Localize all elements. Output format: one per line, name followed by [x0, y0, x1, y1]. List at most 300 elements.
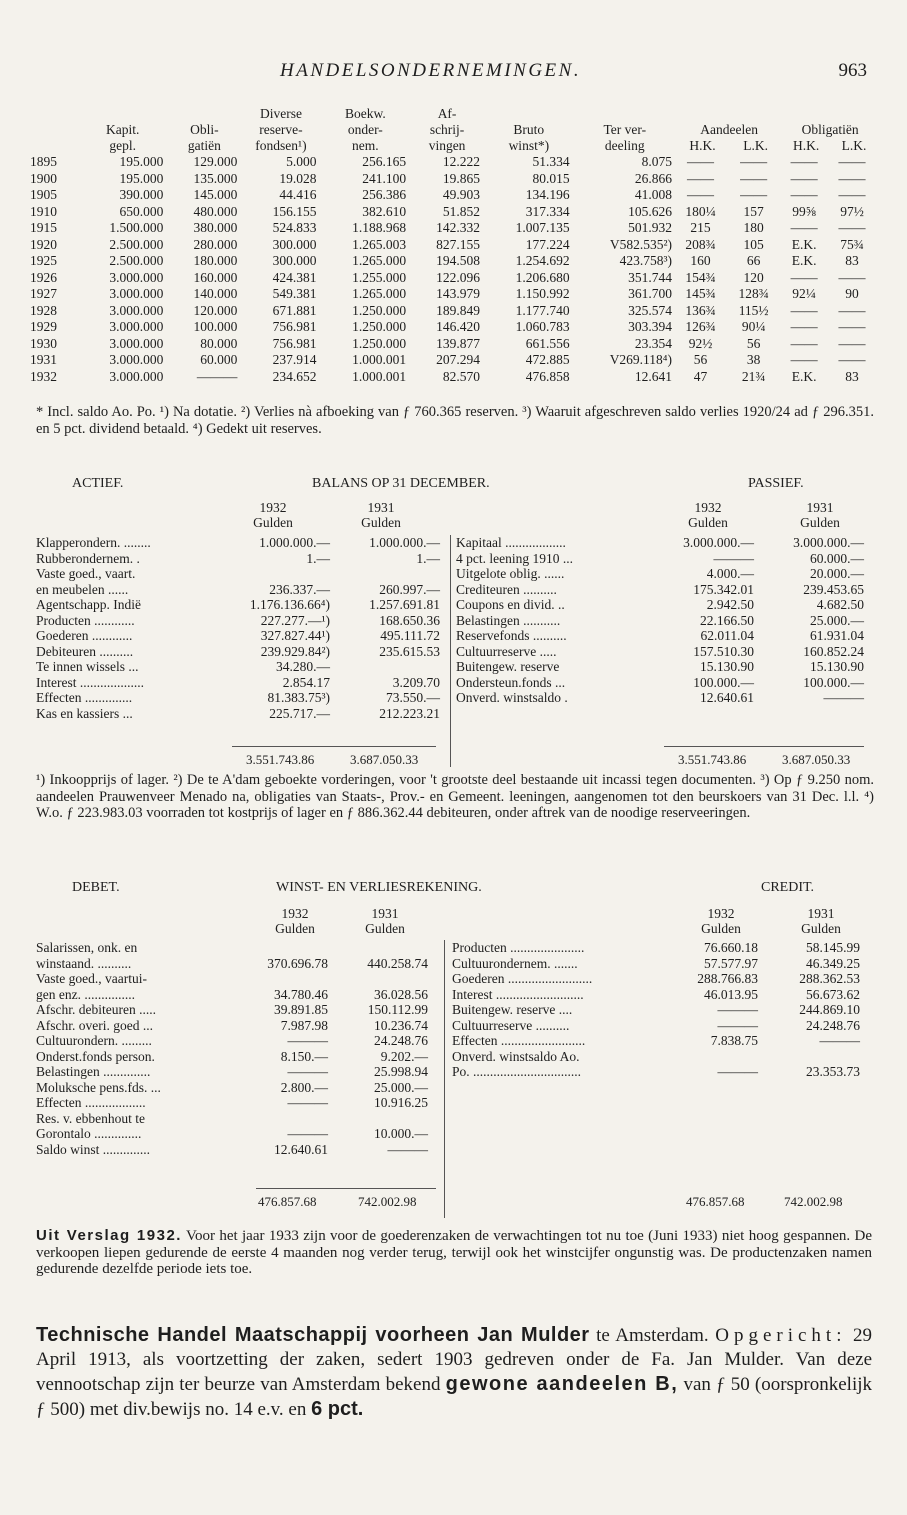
passief-value-1932: 100.000.— — [693, 674, 754, 690]
stats-cell: 82.570 — [442, 368, 481, 384]
stats-cell: 180 — [743, 220, 764, 235]
passief-value-1931: 160.852.24 — [803, 643, 864, 659]
stats-cell: 234.652 — [272, 368, 317, 384]
stats-cell: E.K. — [791, 253, 817, 268]
stats-cell: —— — [838, 352, 866, 367]
actief-label: Debiteuren .......... — [36, 643, 134, 659]
actief-row — [36, 613, 444, 629]
stats-year-cell: 1925 — [30, 253, 57, 268]
stats-header-cell: Ter ver- — [603, 122, 647, 137]
stats-cell: 1.265.000 — [352, 286, 407, 301]
debet-row — [36, 1126, 438, 1142]
passief-title: PASSIEF. — [748, 476, 804, 491]
passief-value-1932: 4.000.— — [706, 566, 754, 581]
actief-label: Klapperondern. ........ — [36, 535, 151, 550]
stats-cell: 241.100 — [362, 170, 407, 186]
debet-value-1932: 370.696.78 — [267, 955, 328, 971]
stats-header-cell — [30, 106, 78, 122]
verslag-paragraph — [36, 1228, 872, 1278]
passief-value-1931: 239.453.65 — [803, 581, 864, 597]
passief-year2-header: 1931 Gulden — [800, 500, 840, 530]
stats-cell: 38 — [746, 352, 761, 367]
stats-header-cell: gatiën — [187, 138, 221, 153]
stats-header-cell — [167, 106, 241, 122]
actief-value-1932: 327.827.44¹) — [260, 628, 330, 643]
stats-cell: 21¾ — [741, 368, 766, 384]
actief-value-1931: 1.257.691.81 — [369, 597, 440, 612]
stats-cell: 146.420 — [436, 319, 481, 334]
actief-row — [36, 644, 444, 660]
actief-value-1932: 1.000.000.— — [259, 535, 330, 550]
actief-value-1931: 73.550.— — [386, 690, 440, 705]
credit-value-1931: ——— — [819, 1033, 860, 1048]
debet-label: Afschr. overi. goed ... — [36, 1017, 153, 1033]
stats-cell: 47 — [693, 368, 708, 384]
actief-title: ACTIEF. — [72, 476, 124, 491]
actief-value-1932: 236.337.— — [269, 581, 330, 597]
debet-value-1932: ——— — [287, 1033, 328, 1048]
credit-row — [452, 956, 864, 972]
stats-header-row — [30, 138, 878, 154]
stats-cell: 390.000 — [119, 187, 164, 202]
passief-value-1931: 20.000.— — [810, 566, 864, 581]
debet-value-1931: 10.000.— — [374, 1126, 428, 1141]
stats-cell: 195.000 — [119, 170, 164, 186]
running-title: HANDELSONDERNEMINGEN. — [280, 60, 582, 81]
stats-cell: —— — [838, 187, 866, 202]
debet-value-1931: 36.028.56 — [374, 986, 428, 1002]
page-header — [0, 60, 907, 88]
passief-value-1932: ——— — [713, 550, 754, 566]
stats-cell: 105 — [743, 236, 764, 252]
stats-header-cell — [782, 106, 830, 122]
stats-cell: 80.000 — [200, 335, 238, 351]
actief-label: Agentschapp. Indië — [36, 597, 141, 612]
stats-header-cell: onder- — [347, 122, 383, 137]
actief-label: Vaste goed., vaart. — [36, 566, 136, 581]
stats-cell: 142.332 — [436, 220, 481, 235]
stats-cell: 90 — [845, 286, 859, 301]
passief-row — [456, 566, 868, 582]
stats-cell: 756.981 — [272, 319, 317, 334]
stats-cell: 12.641 — [634, 368, 673, 384]
stats-cell: 472.885 — [525, 352, 570, 367]
stats-cell: 1.177.740 — [515, 302, 570, 318]
credit-label: Goederen ......................... — [452, 971, 593, 986]
stats-cell: 827.155 — [436, 236, 481, 252]
stats-cell: —— — [740, 170, 768, 186]
credit-value-1931: 23.353.73 — [806, 1064, 860, 1079]
actief-row — [36, 706, 444, 722]
debet-value-1932: 2.800.— — [280, 1079, 328, 1095]
actief-row — [36, 582, 444, 598]
stats-cell: 19.865 — [442, 170, 481, 186]
passief-value-1932: 2.942.50 — [706, 597, 754, 612]
stats-cell: 83 — [845, 253, 859, 268]
credit-value-1931: 288.362.53 — [799, 971, 860, 986]
stats-cell: 1.150.992 — [515, 286, 570, 301]
actief-row — [36, 597, 444, 613]
stats-cell: 41.008 — [634, 187, 673, 202]
passief-value-1931: 100.000.— — [803, 674, 864, 690]
stats-cell: 154¾ — [685, 269, 716, 285]
stats-cell: 140.000 — [193, 286, 238, 301]
verslag-lead: Uit Verslag 1932. — [36, 1227, 182, 1244]
stats-cell: 756.981 — [272, 335, 317, 351]
stats-cell: 115½ — [738, 302, 769, 318]
actief-row — [36, 659, 444, 675]
stats-cell: 44.416 — [279, 187, 317, 202]
debet-row — [36, 1064, 438, 1080]
stats-cell: 157 — [743, 203, 764, 219]
stats-cell: —— — [838, 154, 866, 169]
credit-title: CREDIT. — [761, 880, 815, 895]
stats-header-cell — [30, 122, 78, 138]
debet-value-1932: 34.780.46 — [274, 986, 328, 1002]
actief-year1-header: 1932 Gulden — [253, 500, 293, 530]
shares-label: gewone aandeelen B, — [445, 1373, 679, 1395]
dividend-pct: 6 pct. — [311, 1398, 364, 1420]
stats-cell: 650.000 — [119, 203, 164, 219]
stats-cell: —— — [687, 170, 715, 186]
stats-cell: —— — [790, 220, 818, 235]
debet-label: Onderst.fonds person. — [36, 1048, 155, 1064]
stats-cell: 380.000 — [193, 220, 238, 235]
actief-row — [36, 628, 444, 644]
stats-row — [30, 286, 878, 303]
stats-cell: 5.000 — [286, 154, 317, 169]
stats-cell: 1.265.003 — [352, 236, 407, 252]
passief-label: Crediteuren .......... — [456, 581, 557, 597]
balans-divider — [450, 535, 451, 767]
stats-row — [30, 187, 878, 204]
stats-cell: —— — [790, 319, 818, 334]
passief-label: Kapitaal .................. — [456, 535, 566, 550]
stats-header-cell: Obligatiën — [801, 122, 859, 137]
actief-value-1932: 2.854.17 — [282, 674, 330, 690]
stats-cell: E.K. — [791, 236, 817, 252]
stats-cell: 1.007.135 — [515, 220, 570, 235]
debet-label: gen enz. ............... — [36, 986, 135, 1002]
stats-cell: 300.000 — [272, 236, 317, 252]
debet-total-1931: 742.002.98 — [358, 1194, 417, 1209]
stats-cell: 100.000 — [193, 319, 238, 334]
stats-year-cell: 1931 — [30, 352, 57, 367]
debet-label: Cultuurondern. ......... — [36, 1033, 152, 1048]
debet-value-1931: 25.000.— — [374, 1079, 428, 1095]
actief-total-1931: 3.687.050.33 — [350, 752, 419, 767]
actief-label: Te innen wissels ... — [36, 659, 139, 674]
stats-cell: E.K. — [791, 368, 817, 384]
actief-row — [36, 551, 444, 567]
stats-cell: 145.000 — [193, 187, 238, 202]
stats-cell: 189.849 — [436, 302, 481, 318]
stats-cell: 75¾ — [840, 236, 864, 252]
credit-value-1931: 24.248.76 — [806, 1017, 860, 1033]
passief-value-1932: 3.000.000.— — [683, 535, 754, 550]
stats-cell: 177.224 — [525, 236, 570, 252]
passief-row — [456, 551, 868, 567]
stats-cell: 120 — [743, 269, 764, 285]
passief-value-1931: ——— — [823, 690, 864, 705]
passief-label: 4 pct. leening 1910 ... — [456, 550, 573, 566]
stats-year-cell: 1905 — [30, 187, 57, 202]
stats-cell: 424.381 — [272, 269, 317, 285]
passief-row — [456, 582, 868, 598]
stats-cell: 1.000.001 — [352, 352, 407, 367]
debet-value-1932: ——— — [287, 1064, 328, 1079]
debet-row — [36, 1095, 438, 1111]
stats-cell: 256.386 — [362, 187, 407, 202]
actief-value-1931: 1.— — [416, 550, 440, 566]
credit-list — [452, 940, 864, 1080]
opgericht-label: Opgericht: — [715, 1325, 847, 1346]
stats-cell: 180¼ — [685, 203, 716, 219]
stats-header-cell — [676, 106, 729, 122]
credit-label: Producten ...................... — [452, 940, 585, 955]
stats-cell: 361.700 — [628, 286, 673, 301]
stats-header-cell: Boekw. — [344, 106, 386, 121]
stats-row — [30, 171, 878, 188]
stats-cell: —— — [740, 154, 768, 169]
stats-cell: V582.535²) — [609, 236, 673, 252]
stats-cell: 160.000 — [193, 269, 238, 285]
debet-total-rule — [256, 1188, 436, 1189]
stats-header-cell — [30, 138, 78, 154]
stats-cell: 49.903 — [442, 187, 481, 202]
debet-label: Afschr. debiteuren ..... — [36, 1002, 156, 1017]
debet-label: Saldo winst .............. — [36, 1141, 151, 1157]
passief-value-1932: 12.640.61 — [700, 690, 754, 705]
actief-value-1932: 227.277.—¹) — [260, 612, 330, 628]
stats-header-cell: Diverse — [259, 106, 302, 121]
debet-row — [36, 1080, 438, 1096]
credit-row — [452, 987, 864, 1003]
stats-cell: 129.000 — [193, 154, 238, 169]
stats-cell: 128¾ — [738, 286, 769, 301]
stats-cell: 207.294 — [436, 352, 481, 367]
debet-row — [36, 956, 438, 972]
stats-year-cell: 1900 — [30, 170, 57, 186]
stats-row — [30, 369, 878, 386]
passief-row — [456, 644, 868, 660]
stats-header-cell: fondsen¹) — [255, 138, 307, 153]
passief-label: Coupons en divid. .. — [456, 597, 565, 612]
stats-cell: —— — [740, 187, 768, 202]
stats-cell: 3.000.000 — [109, 335, 164, 351]
stats-cell: 215 — [690, 220, 711, 235]
stats-header-cell: winst*) — [508, 138, 550, 153]
stats-cell: 1.250.000 — [352, 335, 407, 351]
credit-label: Po. ................................ — [452, 1064, 582, 1079]
stats-cell: 134.196 — [525, 187, 570, 202]
stats-cell: 3.000.000 — [109, 269, 164, 285]
debet-label: winstaand. .......... — [36, 955, 132, 971]
stats-cell: 12.222 — [442, 154, 481, 169]
stats-row — [30, 237, 878, 254]
credit-row — [452, 1033, 864, 1049]
credit-total-1931: 742.002.98 — [784, 1194, 843, 1209]
credit-row — [452, 971, 864, 987]
debet-row — [36, 1142, 438, 1158]
actief-label: Kas en kassiers ... — [36, 705, 133, 721]
credit-value-1931: 46.349.25 — [806, 955, 860, 971]
actief-total-rule — [232, 746, 436, 747]
stats-cell: 51.334 — [532, 154, 570, 169]
stats-cell: 145¾ — [685, 286, 716, 301]
stats-cell: 26.866 — [634, 170, 673, 186]
stats-cell: 19.028 — [279, 170, 317, 186]
credit-value-1932: 288.766.83 — [697, 971, 758, 986]
stats-cell: 51.852 — [442, 203, 481, 219]
debet-label: Gorontalo .............. — [36, 1126, 142, 1141]
stats-cell: 3.000.000 — [109, 286, 164, 301]
debet-row — [36, 1111, 438, 1127]
stats-header-cell: Kapit. — [105, 122, 140, 137]
debet-value-1932: ——— — [287, 1126, 328, 1141]
debet-label: Effecten .................. — [36, 1095, 146, 1110]
credit-label: Onverd. winstsaldo Ao. — [452, 1048, 580, 1064]
stats-header-cell — [574, 106, 676, 122]
balans-footnote: ¹) Inkoopprijs of lager. ²) De te A'dam geboekte vorderingen, voor 't grootste deel bestaande uit incassi tegen documenten. ³) Op ƒ 9.250 nom. aandeelen Prauwenveer Menado na, obligaties van Staats-, Prov.- en Gemeent. leeningen, aangenomen tot den beurskoers van 31 Dec. l.l. ⁴) W.o. ƒ 223.983.03 voorraden tot kostprijs of lager en ƒ 886.362.44 debiteuren, onder aftrek van de noodige reserveeringen. — [36, 772, 874, 821]
stats-header-cell: vingen — [428, 138, 466, 153]
passief-value-1931: 15.130.90 — [810, 659, 864, 674]
stats-cell: 300.000 — [272, 253, 317, 268]
winst-title: WINST- EN VERLIESREKENING. — [276, 880, 482, 895]
stats-cell: 661.556 — [525, 335, 570, 351]
stats-header-cell — [78, 106, 168, 122]
stats-cell: 1.250.000 — [352, 319, 407, 334]
passief-value-1932: 157.510.30 — [693, 643, 754, 659]
actief-year2-header: 1931 Gulden — [361, 500, 401, 530]
actief-value-1932: 1.176.136.66⁴) — [249, 597, 330, 612]
stats-cell: —— — [790, 335, 818, 351]
passief-label: Onverd. winstsaldo . — [456, 690, 568, 705]
stats-cell: 1.254.692 — [515, 253, 570, 268]
credit-label: Interest .......................... — [452, 986, 584, 1002]
debet-label: Salarissen, onk. en — [36, 940, 138, 955]
stats-cell: —— — [838, 335, 866, 351]
stats-header-cell: H.K. — [689, 138, 716, 153]
debet-list — [36, 940, 438, 1157]
stats-header-cell: H.K. — [792, 138, 820, 153]
debet-year2-header: 1931 Gulden — [365, 906, 405, 936]
stats-cell: 549.381 — [272, 286, 317, 301]
stats-year-cell: 1929 — [30, 319, 57, 334]
stats-cell: 476.858 — [525, 368, 570, 384]
passief-label: Belastingen ........... — [456, 612, 561, 628]
debet-total-1932: 476.857.68 — [258, 1194, 317, 1209]
winst-heading — [36, 880, 874, 900]
stats-header-cell: schrij- — [429, 122, 465, 137]
actief-value-1932: 81.383.75³) — [267, 690, 330, 705]
passief-list — [456, 535, 868, 706]
stats-row — [30, 204, 878, 221]
credit-year2-header: 1931 Gulden — [801, 906, 841, 936]
actief-label: Effecten .............. — [36, 690, 133, 705]
debet-value-1932: 39.891.85 — [274, 1002, 328, 1017]
stats-cell: 143.979 — [436, 286, 481, 301]
stats-cell: 135.000 — [193, 170, 238, 186]
stats-row — [30, 270, 878, 287]
passief-value-1931: 3.000.000.— — [793, 535, 864, 550]
stats-cell: 83 — [845, 368, 859, 384]
stats-cell: 2.500.000 — [109, 253, 164, 268]
stats-cell: —— — [790, 352, 818, 367]
stats-cell: —— — [790, 170, 818, 186]
stats-header-cell — [729, 106, 782, 122]
actief-value-1931: 260.997.— — [379, 581, 440, 597]
debet-value-1931: 10.236.74 — [374, 1017, 428, 1033]
actief-row — [36, 535, 444, 551]
stats-row — [30, 303, 878, 320]
debet-value-1932: ——— — [287, 1095, 328, 1110]
stats-cell: 325.574 — [628, 302, 673, 318]
stats-cell: 1.500.000 — [109, 220, 164, 235]
debet-value-1931: 150.112.99 — [367, 1002, 428, 1017]
stats-cell: 90¼ — [741, 319, 766, 334]
passief-value-1931: 4.682.50 — [816, 597, 864, 612]
debet-row — [36, 1002, 438, 1018]
stats-header-cell: L.K. — [743, 138, 768, 153]
stats-cell: 524.833 — [272, 220, 317, 235]
actief-label: en meubelen ...... — [36, 581, 129, 597]
stats-cell: 122.096 — [436, 269, 481, 285]
stats-cell: 480.000 — [193, 203, 238, 219]
credit-row — [452, 1002, 864, 1018]
stats-cell: 2.500.000 — [109, 236, 164, 252]
balans-title: BALANS OP 31 DECEMBER. — [312, 476, 490, 491]
stats-cell: 105.626 — [628, 203, 673, 219]
actief-total-1932: 3.551.743.86 — [246, 752, 315, 767]
credit-row — [452, 1018, 864, 1034]
passief-value-1931: 60.000.— — [810, 550, 864, 566]
stats-cell: —— — [838, 302, 866, 318]
actief-value-1932: 1.— — [306, 550, 330, 566]
actief-value-1931: 1.000.000.— — [369, 535, 440, 550]
stats-cell: 92¼ — [792, 286, 816, 301]
stats-cell: —— — [838, 170, 866, 186]
stats-header-cell: L.K. — [841, 138, 867, 153]
stats-cell: 180.000 — [193, 253, 238, 268]
stats-header-row — [30, 122, 878, 138]
passief-label: Cultuurreserve ..... — [456, 643, 557, 659]
debet-value-1931: 10.916.25 — [374, 1095, 428, 1110]
credit-total-1932: 476.857.68 — [686, 1194, 745, 1209]
stats-header-cell: reserve- — [259, 122, 303, 137]
actief-value-1932: 239.929.84²) — [260, 643, 330, 659]
stats-header-cell: deeling — [604, 138, 645, 153]
stats-row — [30, 154, 878, 171]
stats-year-cell: 1928 — [30, 302, 57, 318]
credit-value-1931: 58.145.99 — [806, 940, 860, 955]
debet-label: Moluksche pens.fds. ... — [36, 1079, 161, 1095]
actief-label: Goederen ............ — [36, 628, 133, 643]
stats-cell: 237.914 — [272, 352, 317, 367]
debet-title: DEBET. — [72, 880, 120, 895]
credit-value-1931: 56.673.62 — [806, 986, 860, 1002]
stats-cell: 501.932 — [628, 220, 673, 235]
stats-cell: —— — [838, 319, 866, 334]
passief-value-1931: 25.000.— — [810, 612, 864, 628]
stats-header-cell: Obli- — [190, 122, 219, 137]
debet-row — [36, 1049, 438, 1065]
debet-value-1932: 8.150.— — [280, 1048, 328, 1064]
credit-value-1932: ——— — [717, 1002, 758, 1017]
passief-label: Buitengew. reserve — [456, 659, 560, 674]
stats-cell: —— — [838, 220, 866, 235]
credit-label: Buitengew. reserve .... — [452, 1002, 573, 1017]
